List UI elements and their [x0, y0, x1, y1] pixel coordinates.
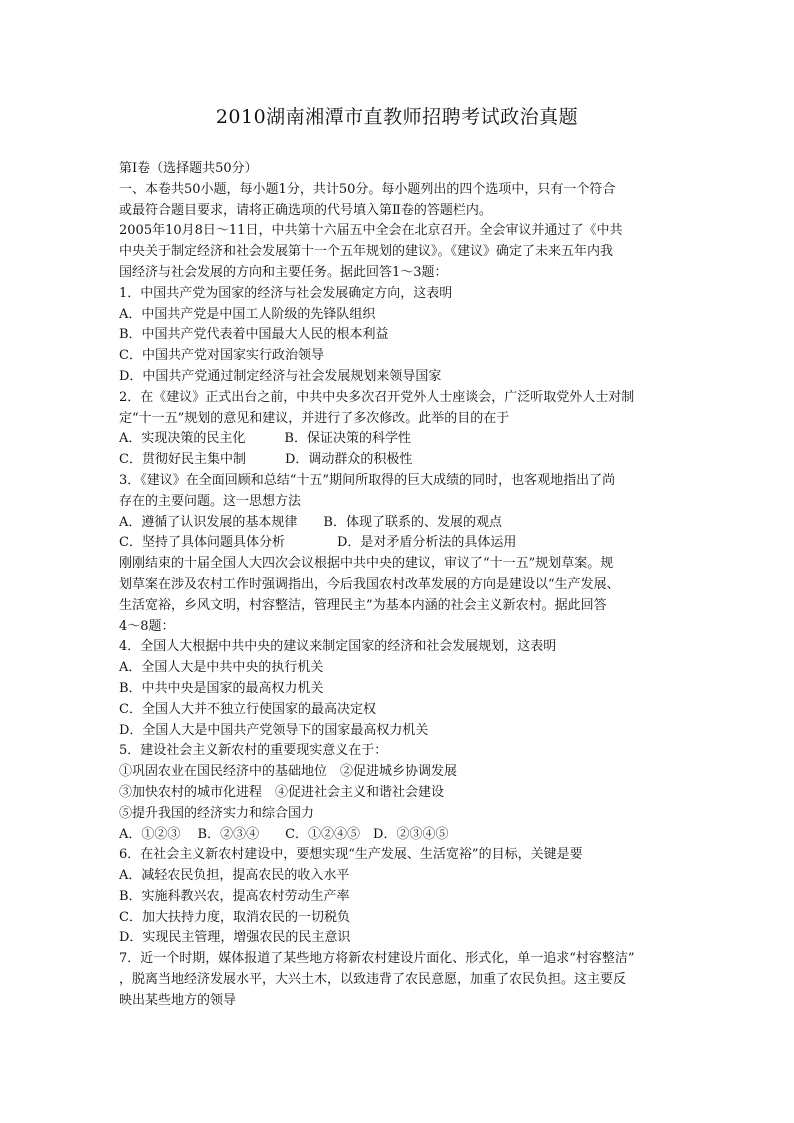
- answer-option: D．中国共产党通过制定经济与社会发展规划来领导国家: [119, 368, 442, 384]
- passage-line: 生活宽裕，乡风文明，村容整洁，管理民主”为基本内涵的社会主义新农村。据此回答: [119, 597, 607, 613]
- passage-line: 国经济与社会发展的方向和主要任务。据此回答1～3题：: [119, 264, 448, 280]
- answer-option: C．加大扶持力度，取消农民的一切税负: [119, 909, 350, 925]
- page-title: 2010湖南湘潭市直教师招聘考试政治真题: [215, 106, 579, 128]
- question-stem: 6．在社会主义新农村建设中，要想实现“生产发展、生活宽裕”的目标，关键是要: [119, 847, 583, 863]
- answer-option: D．实现民主管理，增强农民的民主意识: [119, 930, 351, 946]
- answer-option: C．贯彻好民主集中制 D．调动群众的积极性: [119, 452, 413, 468]
- answer-option: B．中共中央是国家的最高权力机关: [119, 680, 324, 696]
- answer-option: B．中国共产党代表着中国最大人民的根本利益: [119, 327, 389, 343]
- answer-option: A．减轻农民负担，提高农民的收入水平: [119, 868, 350, 884]
- instructions-line: 一、本卷共50小题，每小题1分，共计50分。每小题列出的四个选项中，只有一个符合: [119, 181, 616, 197]
- answer-option: A．①②③ B．②③④ C．①②④⑤ D．②③④⑤: [119, 826, 449, 842]
- statement-line: ⑤提升我国的经济实力和综合国力: [119, 805, 315, 821]
- answer-option: D．全国人大是中国共产党领导下的国家最高权力机关: [119, 722, 429, 738]
- answer-option: C．全国人大并不独立行使国家的最高决定权: [119, 701, 376, 717]
- question-stem: 4．全国人大根据中共中央的建议来制定国家的经济和社会发展规划，这表明: [119, 639, 557, 655]
- passage-line: 划草案在涉及农村工作时强调指出，今后我国农村改革发展的方向是建设以“生产发展、: [119, 576, 620, 592]
- passage-line: 4～8题：: [119, 618, 175, 634]
- answer-option: C．坚持了具体问题具体分析 D．是对矛盾分析法的具体运用: [119, 535, 517, 551]
- question-stem: 7．近一个时期，媒体报道了某些地方将新农村建设片面化、形式化，单一追求“村容整洁”: [119, 951, 635, 967]
- answer-option: A．实现决策的民主化 B．保证决策的科学性: [119, 431, 411, 447]
- answer-option: B．实施科教兴农，提高农村劳动生产率: [119, 888, 350, 904]
- question-stem: 存在的主要问题。这一思想方法: [119, 493, 302, 509]
- answer-option: C．中国共产党对国家实行政治领导: [119, 348, 324, 364]
- question-stem: 3．《建议》在全面回顾和总结“十五”期间所取得的巨大成绩的同时，也客观地指出了尚: [119, 472, 616, 488]
- question-stem: 1．中国共产党为国家的经济与社会发展确定方向，这表明: [119, 285, 453, 301]
- statement-line: ③加快农村的城市化进程 ④促进社会主义和谐社会建设: [119, 784, 445, 800]
- question-stem: ，脱离当地经济发展水平，大兴土木，以致违背了农民意愿，加重了农民负担。这主要反: [119, 972, 627, 988]
- passage-line: 2005年10月8日～11日，中共第十六届五中全会在北京召开。全会审议并通过了《中共: [119, 223, 623, 239]
- instructions-line: 或最符合题目要求，请将正确选项的代号填入第Ⅱ卷的答题栏内。: [119, 202, 492, 218]
- passage-line: 刚刚结束的十届全国人大四次会议根据中共中央的建议，审议了“十一五”规划草案。规: [119, 556, 614, 572]
- question-stem: 5．建设社会主义新农村的重要现实意义在于：: [119, 743, 388, 759]
- passage-line: 中央关于制定经济和社会发展第十一个五年规划的建议》。《建议》确定了未来五年内我: [119, 244, 614, 260]
- question-stem: 定“十一五”规划的意见和建议，并进行了多次修改。此举的目的在于: [119, 410, 510, 426]
- statement-line: ①巩固农业在国民经济中的基础地位 ②促进城乡协调发展: [119, 764, 458, 780]
- answer-option: A．遵循了认识发展的基本规律 B．体现了联系的、发展的观点: [119, 514, 502, 530]
- answer-option: A．中国共产党是中国工人阶级的先锋队组织: [119, 306, 376, 322]
- section-heading: 第Ⅰ卷（选择题共50分）: [119, 161, 258, 176]
- question-stem: 映出某些地方的领导: [119, 992, 237, 1008]
- document-body: [119, 159, 679, 1012]
- question-stem: 2．在《建议》正式出台之前，中共中央多次召开党外人士座谈会，广泛听取党外人士对制: [119, 389, 635, 405]
- answer-option: A．全国人大是中共中央的执行机关: [119, 660, 324, 676]
